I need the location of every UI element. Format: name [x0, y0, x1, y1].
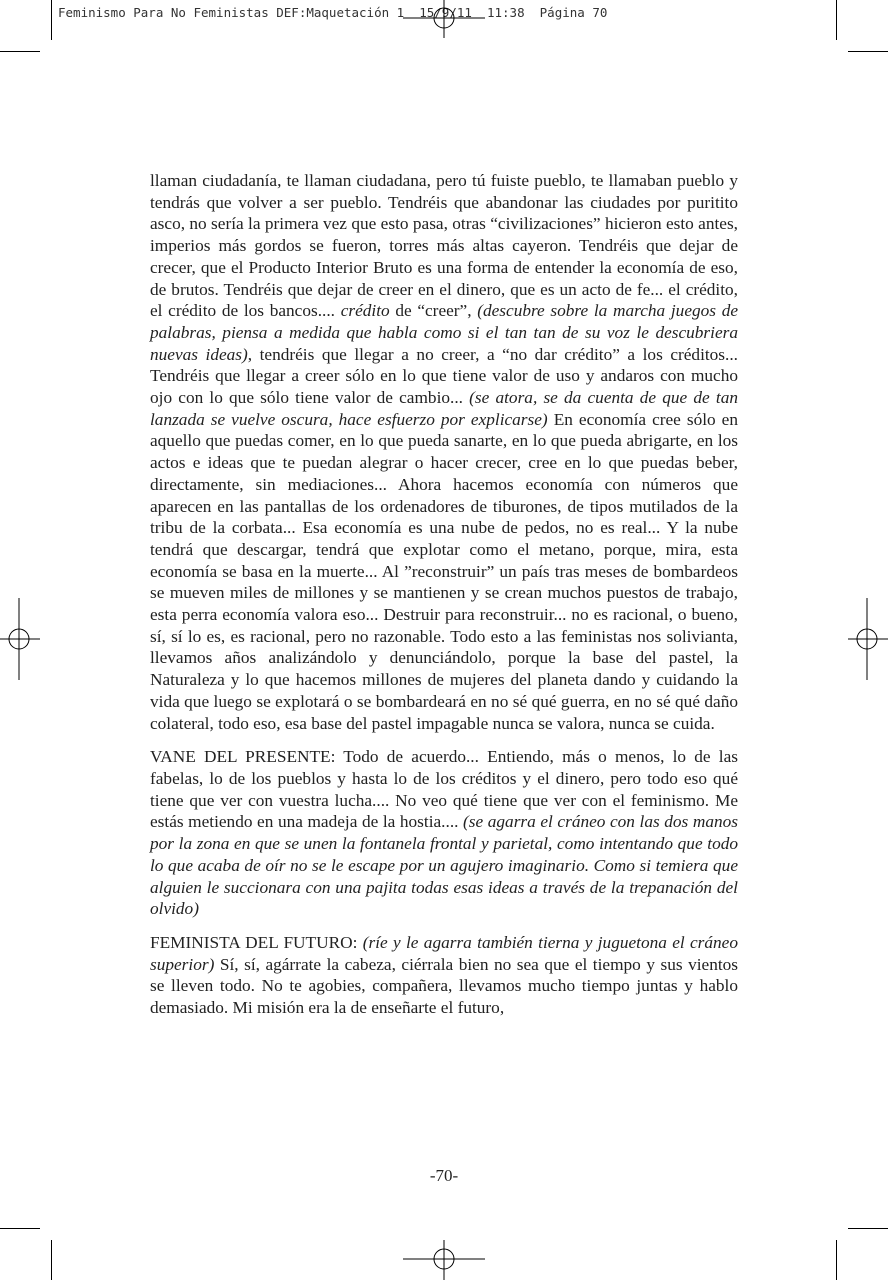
paragraph-3: [150, 932, 738, 1019]
stage-direction: crédito: [340, 301, 390, 321]
text-run: , tendréis que llegar a no creer, a “no dar crédito” a los créditos... Tendréis que llegar a creer sólo en lo que tiene valor de uso y andaros con mucho ojo con lo que sólo tiene valor de cambio...: [150, 344, 738, 408]
registration-mark-right: [848, 598, 888, 680]
paragraph-2: [150, 746, 738, 920]
print-slug-line: Feminismo Para No Feministas DEF:Maquetación 1 15/9/11 11:38 Página 70: [58, 5, 608, 20]
registration-mark-bottom: [403, 1240, 485, 1280]
stage-direction: (se atora, se da cuenta de que de tan lanzada se vuelve oscura, hace esfuerzo por explicarse): [150, 388, 738, 429]
text-run: llaman ciudadanía, te llaman ciudadana, pero tú fuiste pueblo, te llamaban pueblo y tendrás que volver a ser pueblo. Tendréis que abandonar las ciudades por puritito asco, no sería la primera vez que esto pasa, otras “civilizaciones” hicieron esto antes, imperios más gordos se fueron, torres más altas cayeron. Tendréis que dejar de crecer, que el Producto Interior Bruto es una forma de entender la economía de eso, de brutos. Tendréis que dejar de creer en el dinero, que es un acto de fe... el crédito, el crédito de los bancos....: [150, 171, 738, 321]
registration-mark-top: [403, 0, 485, 38]
text-run: Todo de acuerdo... Entiendo, más o menos, lo de las fabelas, lo de los pueblos y hasta lo de los créditos y el dinero, pero todo eso qué tiene que ver con vuestra lucha.... No veo qué tiene que ver con el feminismo. Me estás metiendo en una madeja de la hostia....: [150, 747, 738, 832]
page-number: -70-: [429, 1166, 459, 1185]
text-run: VANE DEL PRESENTE:: [150, 747, 336, 767]
stage-direction: (descubre sobre la marcha juegos de palabras, piensa a medida que habla como si el tan tan de su voz le descubriera nuevas ideas): [150, 301, 739, 364]
text-run: En economía cree sólo en aquello que puedas comer, en lo que pueda sanarte, en lo que pueda abrigarte, en los actos e ideas que te puedan alegrar o hacer crecer, cree en lo que puedas beber, directamente, sin mediaciones... Ahora hacemos economía con números que aparecen en las pantallas de los ordenadores de tiburones, de tipos mutilados de la tribu de la corbata... Esa economía es una nube de pedos, no es real... Y la nube tendrá que descargar, tendrá que explotar como el metano, porque, mira, esta economía se basa en la muerte... Al ”reconstruir” un país tras meses de bombardeos se mueven miles de millones y se mantienen y se crean muchos puestos de trabajo, esta perra economía valora eso... Destruir para reconstruir... no es racional, o bueno, sí, sí lo es, es racional, pero no razonable. Todo esto a las feministas nos solivianta, llevamos años analizándolo y denunciándolo, porque la base del pastel, la Naturaleza y lo que hacemos millones de mujeres del planeta dando y cuidando la vida que luego se explotará o se bombardeará en no sé qué guerra, en no sé qué daño colateral, todo eso, esa base del pastel impagable nunca se valora, nunca se cuida.: [150, 409, 738, 733]
paragraph-1: [150, 170, 738, 734]
text-run: Sí, sí, agárrate la cabeza, ciérrala bien no sea que el tiempo y sus vientos se lleven todo. No te agobies, compañera, llevamos mucho tiempo juntas y hablo demasiado. Mi misión era la de enseñarte el futuro,: [150, 954, 738, 1018]
stage-direction: (se agarra el cráneo con las dos manos por la zona en que se unen la fontanela frontal y parietal, como intentando que todo lo que acaba de oír no se le escape por un agujero imaginario. Como si temiera que alguien le succionara con una pajita todas esas ideas a través de la trepanación del olvido): [150, 812, 738, 919]
text-run: de “creer”,: [389, 301, 478, 321]
text-run: FEMINISTA DEL FUTURO:: [150, 932, 358, 952]
stage-direction: (ríe y le agarra también tierna y juguetona el cráneo superior): [150, 932, 738, 974]
registration-mark-left: [0, 598, 40, 680]
body-text: [150, 170, 738, 1031]
